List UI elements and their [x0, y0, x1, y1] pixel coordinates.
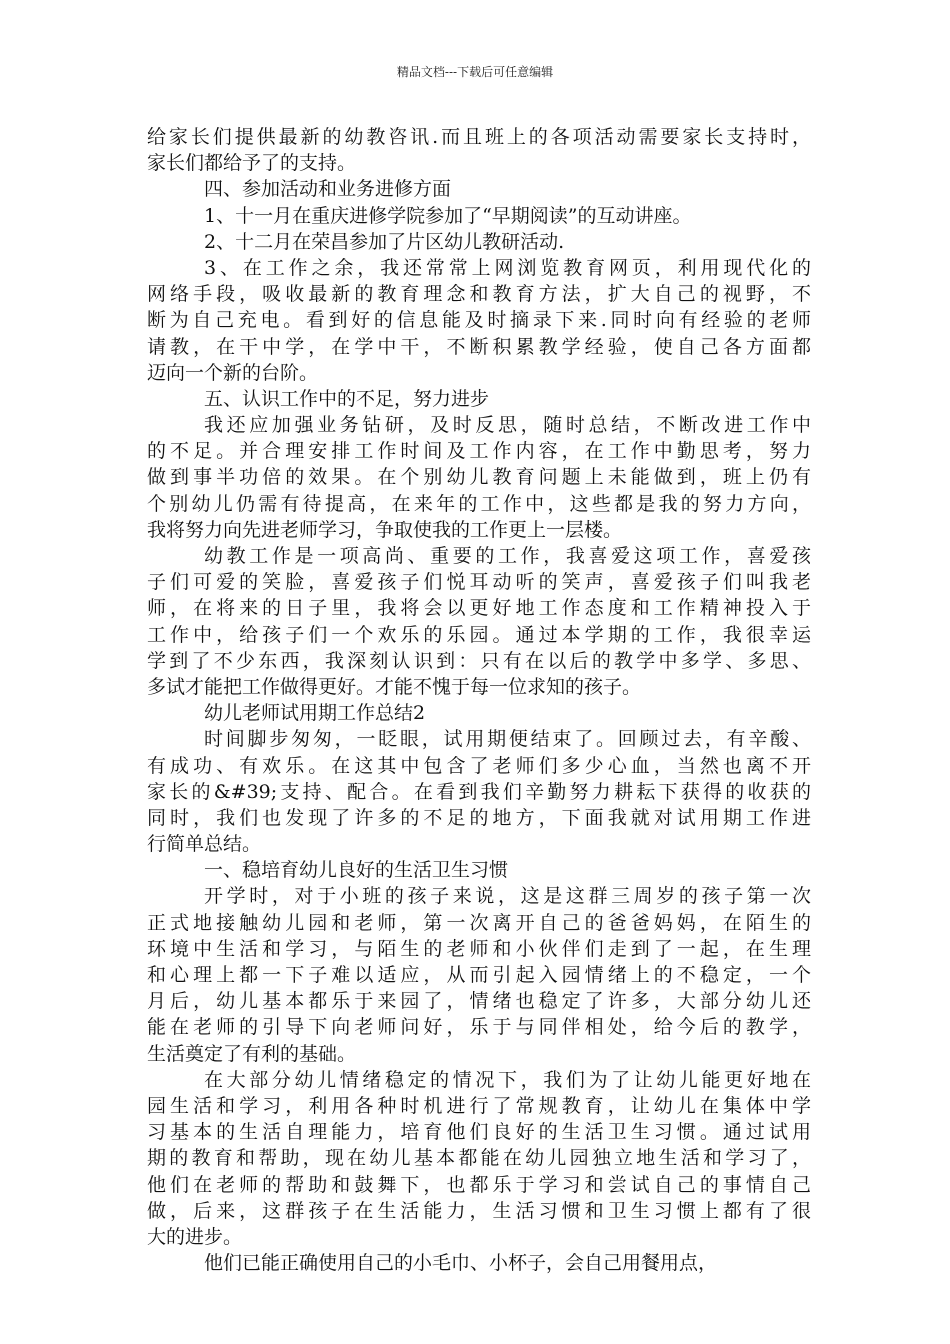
text-line: 学到了不少东西，我深刻认识到：只有在以后的教学中多学、多思、	[147, 649, 811, 672]
text-line: 能在老师的引导下向老师问好，乐于与同伴相处，给今后的教学，	[147, 1016, 811, 1039]
text-line: 同时，我们也发现了许多的不足的地方，下面我就对试用期工作进	[147, 806, 811, 829]
text-line: 请教，在干中学，在学中干，不断积累教学经验，使自己各方面都	[147, 335, 811, 358]
document-title: 幼儿老师试用期工作总结2	[204, 702, 426, 725]
page-header: 精品文档---下载后可任意编辑	[396, 65, 554, 79]
text-line: 行简单总结。	[147, 833, 262, 856]
text-line: 幼教工作是一项高尚、重要的工作，我喜爱这项工作，喜爱孩	[204, 545, 811, 567]
text-line: 多试才能把工作做得更好。才能不愧于每一位求知的孩子。	[147, 675, 642, 698]
text-line: 迈向一个新的台阶。	[147, 361, 319, 384]
text-line: 时间脚步匆匆，一眨眼，试用期便结束了。回顾过去，有辛酸、	[204, 728, 811, 751]
text-line: 期的教育和帮助，现在幼儿基本都能在幼儿园独立地生活和学习了，	[147, 1147, 811, 1170]
text-line: 给家长们提供最新的幼教咨讯.而且班上的各项活动需要家长支持时，	[147, 126, 811, 148]
text-line: 和心理上都一下子难以适应，从而引起入园情绪上的不稳定，一个	[147, 964, 811, 986]
section-heading: 一、稳培育幼儿良好的生活卫生习惯	[204, 859, 509, 882]
text-line: 环境中生活和学习，与陌生的老师和小伙伴们走到了一起，在生理	[147, 937, 811, 960]
text-line: 大的进步。	[147, 1225, 243, 1248]
text-line: 习基本的生活自理能力，培育他们良好的生活卫生习惯。通过试用	[147, 1121, 811, 1144]
text-line: 园生活和学习，利用各种时机进行了常规教育，让幼儿在集体中学	[147, 1094, 811, 1117]
text-line: 子们可爱的笑脸，喜爱孩子们悦耳动听的笑声，喜爱孩子们叫我老	[147, 571, 811, 594]
text-line: 我将努力向先进老师学习，争取使我的工作更上一层楼。	[147, 518, 623, 541]
text-line: 在大部分幼儿情绪稳定的情况下，我们为了让幼儿能更好地在	[204, 1068, 811, 1091]
text-line: 做到事半功倍的效果。在个别幼儿教育问题上未能做到，班上仍有	[147, 466, 811, 489]
text-line: 师，在将来的日子里，我将会以更好地工作态度和工作精神投入于	[147, 597, 811, 620]
text-line: 他们在老师的帮助和鼓舞下，也都乐于学习和尝试自己的事情自己	[147, 1173, 811, 1196]
text-line: 生活奠定了有利的基础。	[147, 1042, 357, 1065]
text-line: 他们已能正确使用自己的小毛巾、小杯子，会自己用餐用点，	[204, 1252, 718, 1275]
text-line: 网络手段，吸收最新的教育理念和教育方法，扩大自己的视野，不	[147, 283, 811, 306]
text-line: 2、十二月在荣昌参加了片区幼儿教研活动.	[204, 230, 565, 253]
text-line: 断为自己充电。看到好的信息能及时摘录下来.同时向有经验的老师	[147, 309, 811, 332]
text-line: 开学时，对于小班的孩子来说，这是这群三周岁的孩子第一次	[204, 885, 811, 908]
section-heading: 五、认识工作中的不足，努力进步	[204, 387, 490, 410]
text-line: 做，后来，这群孩子在生活能力，生活习惯和卫生习惯上都有了很	[147, 1199, 811, 1222]
document-body	[147, 124, 811, 1276]
text-line: 月后，幼儿基本都乐于来园了，情绪也稳定了许多，大部分幼儿还	[147, 990, 811, 1013]
text-line: 家长的&#39;支持、配合。在看到我们辛勤努力耕耘下获得的收获的	[147, 780, 811, 803]
text-line: 工作中，给孩子们一个欢乐的乐园。通过本学期的工作，我很幸运	[147, 623, 811, 646]
text-line: 3、在工作之余，我还常常上网浏览教育网页，利用现代化的	[204, 256, 811, 279]
text-line: 家长们都给予了的支持。	[147, 152, 357, 175]
text-line: 个别幼儿仍需有待提高，在来年的工作中，这些都是我的努力方向，	[147, 492, 811, 515]
section-heading: 四、参加活动和业务进修方面	[204, 178, 452, 201]
text-line: 的不足。并合理安排工作时间及工作内容，在工作中勤思考，努力	[147, 440, 811, 463]
text-line: 我还应加强业务钻研，及时反思，随时总结，不断改进工作中	[204, 414, 811, 437]
text-line: 正式地接触幼儿园和老师，第一次离开自己的爸爸妈妈，在陌生的	[147, 911, 811, 934]
text-line: 1、十一月在重庆进修学院参加了“早期阅读”的互动讲座。	[204, 204, 692, 227]
text-line: 有成功、有欢乐。在这其中包含了老师们多少心血，当然也离不开	[147, 754, 811, 777]
